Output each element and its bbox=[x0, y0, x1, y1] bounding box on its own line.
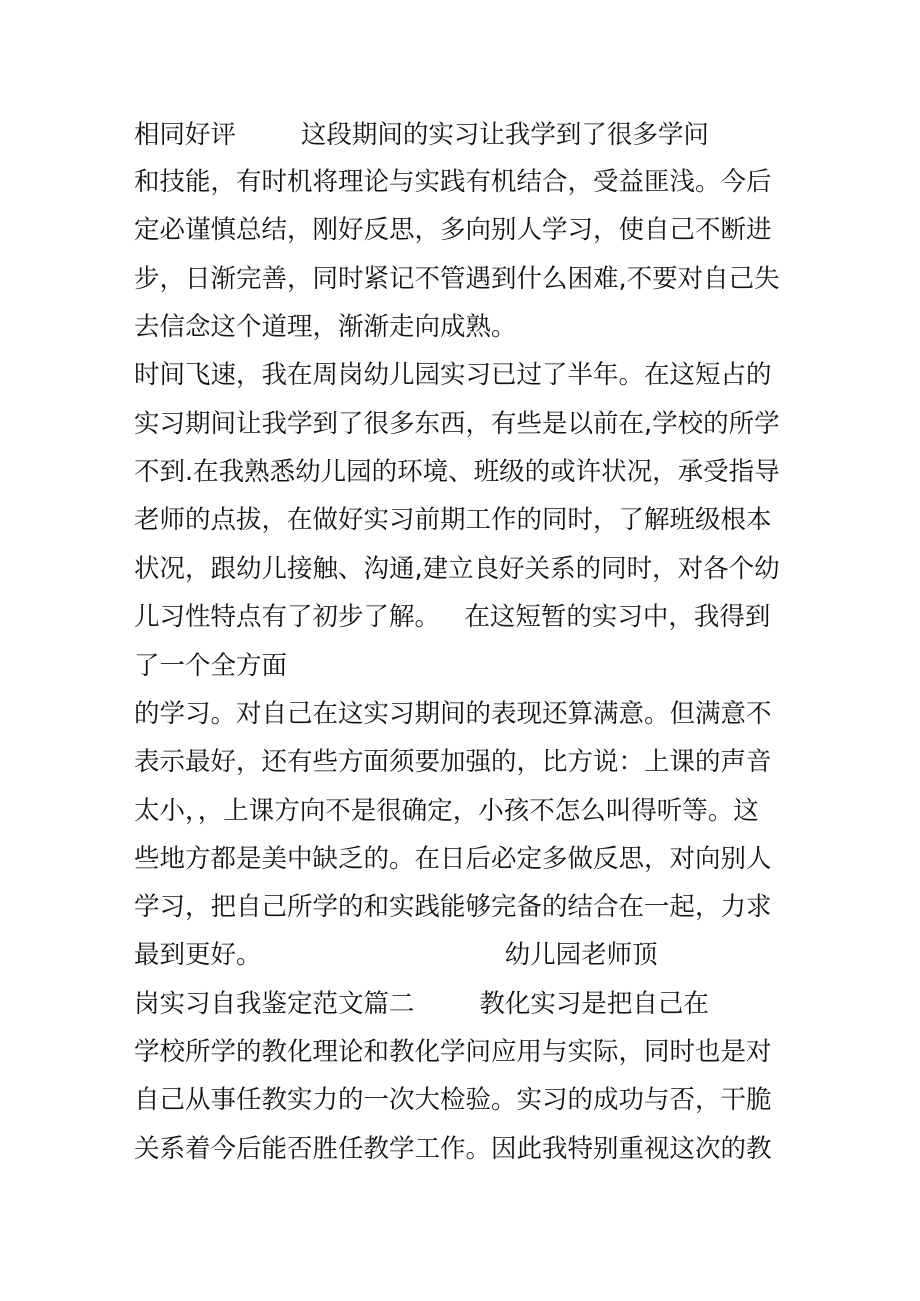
text-line: 表示最好，还有些方面须要加强的，比方说：上课的声音 bbox=[134, 747, 772, 777]
text-line: 了一个全方面 bbox=[134, 651, 288, 681]
text-line: 时间飞速，我在周岗幼儿园实习已过了半年。在这短占的 bbox=[134, 360, 772, 390]
text-line: 实习期间让我学到了很多东西，有些是以前在,学校的所学 bbox=[134, 409, 780, 439]
text-line: 学校所学的教化理论和教化学问应用与实际，同时也是对 bbox=[134, 1037, 772, 1067]
text-line: 关系着今后能否胜任教学工作。因此我特别重视这次的教 bbox=[134, 1134, 772, 1164]
text-line: 定必谨慎总结，刚好反思，多向别人学习，使自己不断进 bbox=[134, 215, 772, 245]
text-line: 不到.在我熟悉幼儿园的环境、班级的或许状况，承受指导 bbox=[134, 457, 780, 487]
text-line: 和技能，有时机将理论与实践有机结合，受益匪浅。今后 bbox=[134, 167, 772, 197]
text-line: 状况，跟幼儿接触、沟通,建立良好关系的同时，对各个幼 bbox=[134, 554, 780, 584]
text-line: 相同好评 这段期间的实习让我学到了很多学问 bbox=[134, 120, 709, 150]
text-line: 儿习性特点有了初步了解。 在这短暂的实习中，我得到 bbox=[134, 602, 771, 632]
text-line: 的学习。对自己在这实习期间的表现还算满意。但满意不 bbox=[134, 699, 772, 729]
text-line: 去信念这个道理，渐渐走向成熟。 bbox=[134, 312, 517, 342]
text-line: 学习，把自己所学的和实践能够完备的结合在一起，力求 bbox=[134, 892, 772, 922]
text-line: 步，日渐完善，同时紧记不管遇到什么困难,不要对自己失 bbox=[134, 264, 780, 294]
text-line: 最到更好。 幼儿园老师顶 bbox=[134, 940, 658, 970]
text-line: 老师的点拔，在做好实习前期工作的同时，了解班级根本 bbox=[134, 505, 772, 535]
text-line: 自己从事任教实力的一次大检验。实习的成功与否，干脆 bbox=[134, 1085, 772, 1115]
text-line: 岗实习自我鉴定范文篇二 教化实习是把自己在 bbox=[134, 989, 709, 1019]
text-line: 些地方都是美中缺乏的。在日后必定多做反思，对向别人 bbox=[134, 844, 772, 874]
text-line: 太小，，上课方向不是很确定，小孩不怎么叫得听等。这 bbox=[134, 796, 759, 826]
